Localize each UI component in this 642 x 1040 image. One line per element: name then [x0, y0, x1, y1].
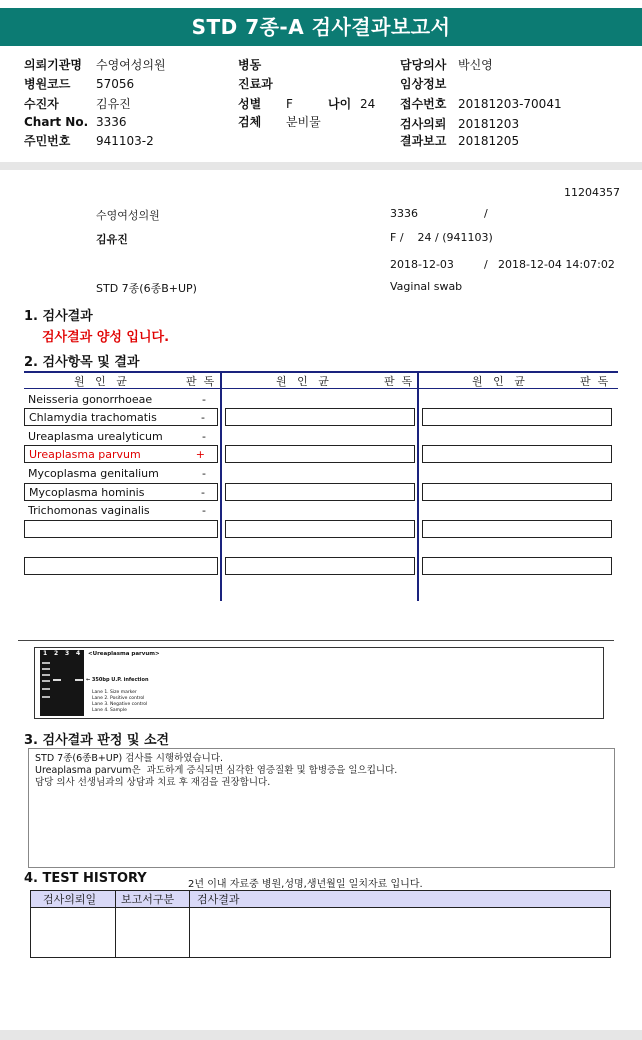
gel-legend-line: Lane 2. Positive control	[92, 696, 145, 701]
history-col-report-type: 보고서구분	[121, 893, 175, 906]
pathogen-result: -	[202, 393, 206, 406]
history-col-request-date: 검사의뢰일	[43, 893, 97, 906]
gel-title: <Ureaplasma parvum>	[88, 651, 160, 657]
empty-result-box	[225, 520, 415, 538]
header-report-date	[400, 132, 519, 149]
document-number: 11204357	[564, 186, 620, 199]
header-value: 분비물	[286, 115, 321, 129]
footer-bar	[0, 1030, 642, 1040]
header-label: 검체	[238, 115, 262, 129]
section1-title: 1. 검사결과	[24, 309, 93, 324]
info-sex-age: F / 24 / (941103)	[390, 231, 493, 244]
report-title: STD 7종-A 검사결과보고서	[0, 8, 642, 46]
header-label: 진료과	[238, 77, 273, 91]
grid-header-judgment-1: 판 독	[186, 375, 215, 388]
header-label: 담당의사	[400, 58, 447, 72]
gel-lane-number: 1	[43, 650, 48, 657]
pathogen-result: +	[195, 448, 205, 461]
header-separator	[0, 162, 642, 170]
gel-legend-line: Lane 3. Negative control	[92, 702, 148, 707]
header-value: 24	[360, 97, 376, 111]
header-value: 김유진	[96, 97, 131, 111]
history-table	[30, 890, 611, 958]
header-label: 병원코드	[24, 77, 71, 91]
empty-result-box	[422, 408, 612, 426]
info-test-name: STD 7종(6종B+UP)	[96, 282, 197, 295]
header-specimen	[238, 113, 321, 130]
pathogen-name: Neisseria gonorrhoeae	[28, 393, 153, 406]
header-hospital-name	[24, 56, 166, 73]
pathogen-result: -	[202, 504, 206, 517]
info-date-received: 2018-12-03	[390, 258, 454, 271]
gel-legend-line: Lane 4. Sample	[92, 708, 127, 713]
section2-title: 2. 검사항목 및 결과	[24, 355, 140, 370]
grid-header-judgment-3: 판 독	[580, 375, 609, 388]
header-label: 병동	[238, 58, 262, 72]
header-value: 941103-2	[96, 134, 154, 148]
gel-electrophoresis-image	[40, 650, 84, 716]
header-value: 20181203	[458, 117, 520, 131]
pathogen-name: Mycoplasma genitalium	[28, 467, 159, 480]
pathogen-name: Trichomonas vaginalis	[28, 504, 150, 517]
pathogen-result: -	[201, 486, 205, 499]
pathogen-result: -	[201, 411, 205, 424]
gel-lane-number: 4	[76, 650, 81, 657]
header-request-date	[400, 115, 519, 132]
opinion-line: STD 7종(6종B+UP) 검사를 시행하였습니다.	[35, 753, 224, 764]
gel-band	[75, 679, 83, 681]
gel-band	[42, 662, 50, 664]
section-divider	[18, 640, 614, 641]
header-doctor	[400, 56, 493, 73]
empty-result-box	[24, 557, 218, 575]
pathogen-result: -	[202, 467, 206, 480]
opinion-box	[28, 748, 615, 868]
grid-header-pathogen-2: 원 인 균	[276, 375, 329, 388]
empty-result-box	[24, 520, 218, 538]
grid-header-pathogen-3: 원 인 균	[472, 375, 525, 388]
header-label: 접수번호	[400, 97, 447, 111]
info-specimen: Vaginal swab	[390, 280, 463, 293]
pathogen-name: Mycoplasma hominis	[29, 486, 145, 499]
header-hospital-code	[24, 75, 134, 92]
info-date-sep: /	[484, 258, 488, 271]
empty-result-box	[422, 557, 612, 575]
history-col-result: 검사결과	[197, 893, 240, 906]
grid-header-judgment-2: 판 독	[384, 375, 413, 388]
pathogen-name: Ureaplasma urealyticum	[28, 430, 163, 443]
empty-result-box	[225, 483, 415, 501]
header-label: 임상정보	[400, 77, 447, 91]
history-col-divider	[115, 891, 116, 957]
header-label: 나이	[328, 97, 352, 111]
header-value: 20181205	[458, 134, 520, 148]
grid-header-pathogen-1: 원 인 균	[74, 375, 127, 388]
empty-result-box	[225, 557, 415, 575]
header-reception-no	[400, 95, 562, 112]
gel-lane-number: 3	[65, 650, 70, 657]
info-patient: 김유진	[96, 233, 128, 246]
header-resident-no	[24, 132, 154, 149]
positive-result-message: 검사결과 양성 입니다.	[42, 330, 170, 345]
header-value: F	[286, 97, 293, 111]
header-ward	[238, 56, 286, 73]
grid-header-border	[24, 388, 618, 389]
empty-result-box	[225, 408, 415, 426]
result-row-ureaplasma-urealyticum	[24, 428, 218, 446]
info-slash: /	[484, 207, 488, 220]
gel-band	[53, 679, 61, 681]
result-row-trichomonas	[24, 502, 218, 520]
gel-legend-line: Lane 1. Size marker	[92, 690, 137, 695]
header-value: 20181203-70041	[458, 97, 562, 111]
info-hospital: 수영여성의원	[96, 209, 160, 222]
pathogen-result: -	[202, 430, 206, 443]
header-sex	[238, 95, 293, 112]
result-row-chlamydia	[24, 408, 218, 426]
header-department	[238, 75, 286, 92]
gel-band	[42, 696, 50, 698]
result-row-mycoplasma-genitalium	[24, 465, 218, 483]
section3-title: 3. 검사결과 판정 및 소견	[24, 733, 170, 748]
grid-column-divider	[220, 371, 222, 601]
pathogen-name: Ureaplasma parvum	[29, 448, 141, 461]
header-clinical-info	[400, 75, 458, 92]
history-col-divider	[189, 891, 190, 957]
header-label: 주민번호	[24, 134, 71, 148]
result-row-mycoplasma-hominis	[24, 483, 218, 501]
info-date-reported: 2018-12-04 14:07:02	[498, 258, 615, 271]
gel-arrow-label: ← 350bp U.P. infection	[86, 677, 149, 683]
result-row-neisseria	[24, 391, 218, 409]
info-chart: 3336	[390, 207, 418, 220]
empty-result-box	[422, 483, 612, 501]
history-note: 2년 이내 자료중 병원,성명,생년월일 일치자료 입니다.	[188, 879, 423, 890]
empty-result-box	[422, 520, 612, 538]
pathogen-name: Chlamydia trachomatis	[29, 411, 157, 424]
header-chart-no	[24, 115, 127, 129]
gel-lane-number: 2	[54, 650, 59, 657]
empty-result-box	[422, 445, 612, 463]
header-value: 수영여성의원	[96, 58, 166, 72]
gel-band	[42, 688, 50, 690]
header-label: 성별	[238, 97, 262, 111]
history-table-header	[31, 891, 610, 908]
result-row-ureaplasma-parvum	[24, 445, 218, 463]
section4-title: 4. TEST HISTORY	[24, 871, 147, 886]
header-label: 결과보고	[400, 134, 447, 148]
gel-band	[42, 674, 50, 676]
header-label: 검사의뢰	[400, 117, 447, 131]
grid-column-divider	[417, 371, 419, 601]
gel-band	[42, 680, 50, 682]
opinion-line: Ureaplasma parvum은 과도하게 증식되면 심각한 염증질환 및 합병증을 일으킵니다.	[35, 765, 398, 776]
opinion-line: 담당 의사 선생님과의 상담과 치료 후 재검을 권장합니다.	[35, 777, 271, 788]
gel-band	[42, 668, 50, 670]
header-value: 3336	[96, 115, 127, 129]
header-label: 의뢰기관명	[24, 58, 82, 72]
header-age	[328, 95, 375, 112]
header-label: Chart No.	[24, 115, 89, 129]
header-value: 박신영	[458, 58, 493, 72]
empty-result-box	[225, 445, 415, 463]
header-value: 57056	[96, 77, 135, 91]
header-label: 수진자	[24, 97, 59, 111]
header-patient	[24, 95, 131, 112]
